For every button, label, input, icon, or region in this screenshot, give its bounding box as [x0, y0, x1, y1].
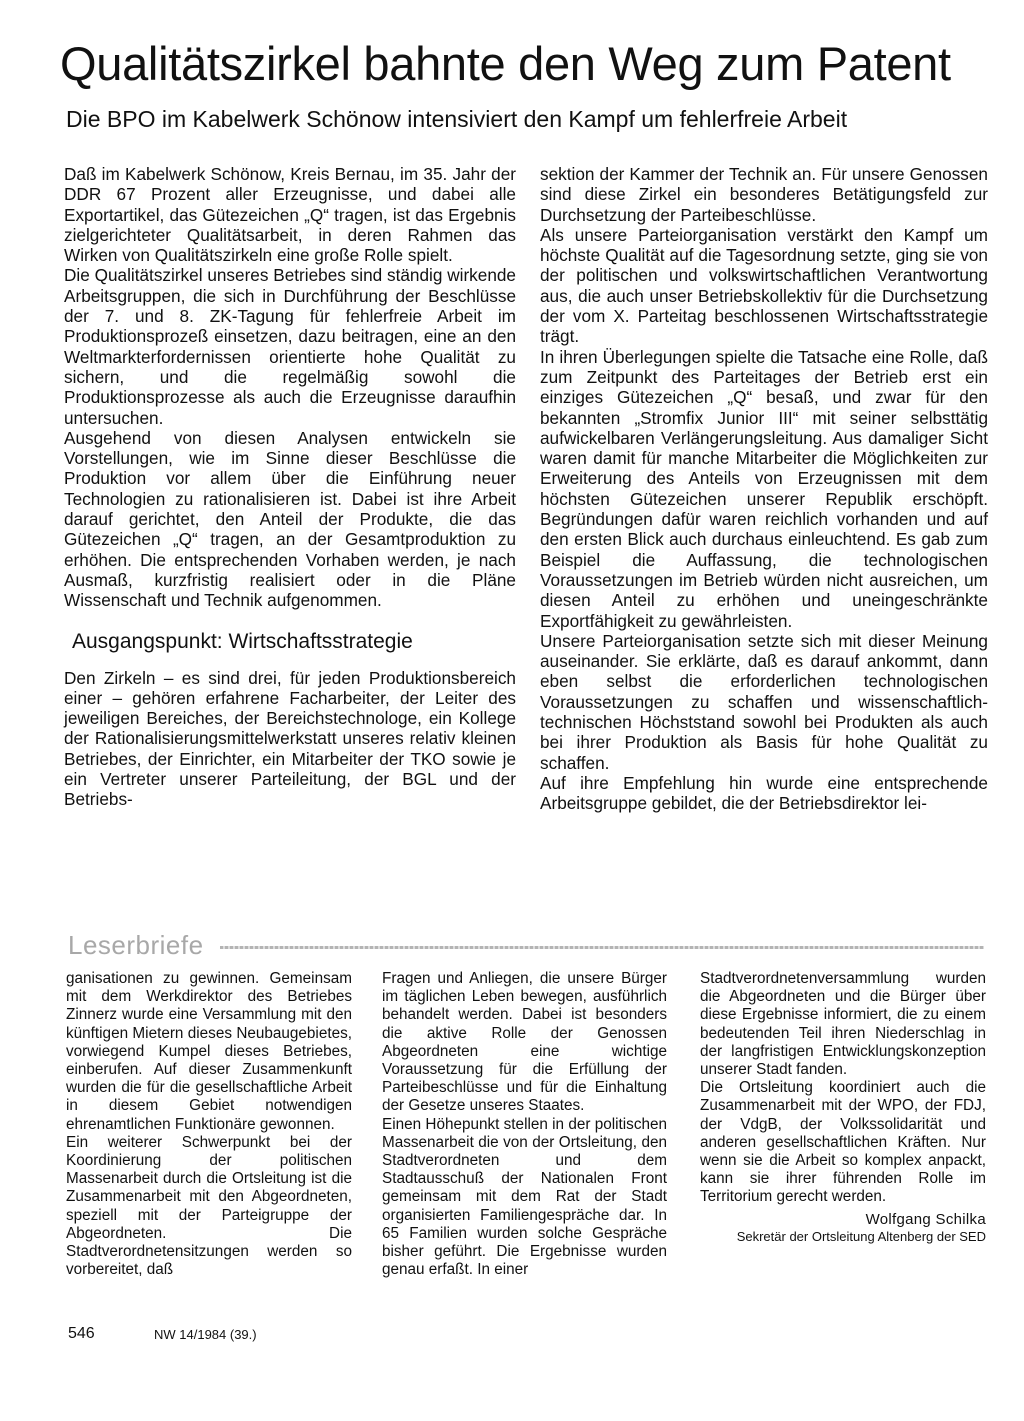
article-paragraph: Auf ihre Empfehlung hin wurde eine entsprechende Arbeitsgruppe gebildet, die der Betriebsdirektor lei-: [540, 772, 988, 814]
page-footer: [68, 1324, 257, 1344]
page-number: 546: [68, 1325, 95, 1342]
letter-paragraph: Stadtverordnetenversammlung wurden die Abgeordneten und die Bürger über diese Ergebnisse informiert, die zu einem bedeutenden Teil ihren Niederschlag in der langfristigen Entwicklungskonzeption unserer Stadt fanden.: [700, 970, 986, 1079]
article-paragraph: sektion der Kammer der Technik an. Für unsere Genossen sind diese Zirkel ein besonderes Betätigungsfeld zur Durchsetzung der Parteibeschlüsse.: [540, 164, 988, 225]
article-column-left: [64, 164, 516, 810]
letter-paragraph: Die Ortsleitung koordiniert auch die Zusammenarbeit mit der WPO, der FDJ, der VdgB, der Volkssolidarität und anderen gesellschaftlichen Kräften. Nur wenn sie die Arbeit so komplex anpackt, kann sie ihrer führenden Rolle im Territorium gerecht werden.: [700, 1079, 986, 1206]
article-paragraph: Daß im Kabelwerk Schönow, Kreis Bernau, im 35. Jahr der DDR 67 Prozent aller Erzeugnisse, und dabei alle Exportartikel, das Gütezeichen „Q“ tragen, ist das Ergebnis zielgerichteter Qualitätsarbeit, in deren Rahmen das Wirken von Qualitätszirkeln eine große Rolle spielt.: [64, 164, 516, 266]
letter-column-2: [382, 970, 667, 1279]
issue-label: NW 14/1984 (39.): [154, 1327, 257, 1342]
leserbriefe-divider: [220, 946, 984, 949]
letter-column-3: [700, 970, 986, 1245]
letter-paragraph: Ein weiterer Schwerpunkt bei der Koordinierung der politischen Massenarbeit durch die Ortsleitung ist die Zusammenarbeit mit den Abgeordneten, speziell mit der Parteigruppe der Abgeordneten. Die Stadtverordnetensitzungen werden so vorbereitet, daß: [66, 1133, 352, 1279]
letter-column-1: [66, 970, 352, 1279]
letter-paragraph: Fragen und Anliegen, die unsere Bürger im täglichen Leben bewegen, ausführlich behandelt werden. Dabei ist besonders die aktive Rolle der Genossen Abgeordneten eine wichtige Voraussetzung für die Erfüllung der Parteibeschlüsse und für die Einhaltung der Gesetze unseres Staates.: [382, 970, 667, 1115]
signature-name: Wolfgang Schilka: [865, 1210, 986, 1228]
leserbriefe-header: [68, 930, 984, 964]
article-paragraph: Die Qualitätszirkel unseres Betriebes sind ständig wirkende Arbeitsgruppen, die sich in Durchführung der Beschlüsse der 7. und 8. ZK-Tagung für fehlerfreie Arbeit im Produktionsprozeß einsetzen, dazu beitragen, eine an den Weltmarkterfordernissen orientierte hohe Qualität zu sichern, und die regelmäßig sowohl die Produktionsprozesse als auch die Erzeugnisse daraufhin untersuchen.: [64, 265, 516, 428]
letter-paragraph: ganisationen zu gewinnen. Gemeinsam mit dem Werkdirektor des Betriebes Zinnerz wurde eine Versammlung mit den künftigen Mietern dieses Neubaugebietes, vorwiegend Kumpel dieses Betriebes, einberufen. Auf dieser Zusammenkunft wurden die für die gesellschaftliche Arbeit in diesem Gebiet notwendigen ehrenamtlichen Funktionäre gewonnen.: [66, 970, 352, 1133]
section-heading: Ausgangspunkt: Wirtschaftsstrategie: [72, 629, 413, 653]
letter-paragraph: Einen Höhepunkt stellen in der politischen Massenarbeit die von der Ortsleitung, den Stadtverordneten und dem Stadtausschuß der Nationalen Front gemeinsam mit dem Rat der Stadt organisierten Familiengespräche dar. In 65 Familien wurden solche Gespräche bisher geführt. Die Ergebnisse wurden genau erfaßt. In einer: [382, 1115, 667, 1279]
article-paragraph: Als unsere Parteiorganisation verstärkt den Kampf um höchste Qualität auf die Tagesordnung setzte, ging sie von der politischen und volkswirtschaftlichen Verantwortung aus, die auch unser Betriebskollektiv für die Durchsetzung der vom X. Parteitag beschlossenen Wirtschaftsstrategie trägt.: [540, 224, 988, 347]
leserbriefe-label: Leserbriefe: [68, 930, 204, 960]
article-subtitle: Die BPO im Kabelwerk Schönow intensiviert den Kampf um fehlerfreie Arbeit: [66, 106, 848, 132]
signature-role: Sekretär der Ortsleitung Altenberg der SED: [736, 1228, 986, 1244]
article-title: Qualitätszirkel bahnte den Weg zum Patent: [60, 37, 951, 90]
article-column-right: [540, 164, 988, 814]
article-paragraph: Ausgehend von diesen Analysen entwickeln sie Vorstellungen, wie im Sinne dieser Beschlüsse die Produktion vor allem über die Einführung neuer Technologien zu rationalisieren ist. Dabei ist ihre Arbeit darauf gerichtet, den Anteil der Produkte, die das Gütezeichen „Q“ tragen, an der Gesamtproduktion zu erhöhen. Die entsprechenden Vorhaben werden, je nach Ausmaß, kurzfristig realisiert oder in die Pläne Wissenschaft und Technik aufgenommen.: [64, 427, 516, 611]
article-paragraph: In ihren Überlegungen spielte die Tatsache eine Rolle, daß zum Zeitpunkt des Parteitages der Betrieb erst ein einziges Gütezeichen „Q“ besaß, und zwar für den bekannten „Stromfix Junior III“ mit seiner selbsttätig aufwickelbaren Verlängerungsleitung. Aus damaliger Sicht waren damit für manche Mitarbeiter die Möglichkeiten zur Erweiterung des Anteils von Erzeugnissen mit dem höchsten Gütezeichen unserer Republik erschöpft. Begründungen dafür waren reichlich vorhanden und auf den ersten Blick auch durchaus einleuchtend. Es gab zum Beispiel die Auffassung, die technologischen Voraussetzungen im Betrieb würden nicht ausreichen, um diesen Anteil zu erhöhen und uneingeschränkte Exportfähigkeit zu gewährleisten.: [540, 346, 988, 631]
article-paragraph: Den Zirkeln – es sind drei, für jeden Produktionsbereich einer – gehören erfahrene Facharbeiter, der Leiter des jeweiligen Bereiches, der Bereichstechnologe, ein Kollege der Rationalisierungsmittelwerkstatt unseres relativ kleinen Betriebes, der Einrichter, ein Mitarbeiter der TKO sowie je ein Vertreter unserer Parteileitung, der BGL und der Betriebs-: [64, 667, 516, 810]
article-paragraph: Unsere Parteiorganisation setzte sich mit dieser Meinung auseinander. Sie erklärte, daß es darauf ankommt, dann eben selbst die erforderlichen technologischen Voraussetzungen zu schaffen und wissenschaftlich-technischen Höchststand sowohl bei Produkten als auch bei ihrer Produktion als Basis für hohe Qualität zu schaffen.: [540, 630, 988, 773]
